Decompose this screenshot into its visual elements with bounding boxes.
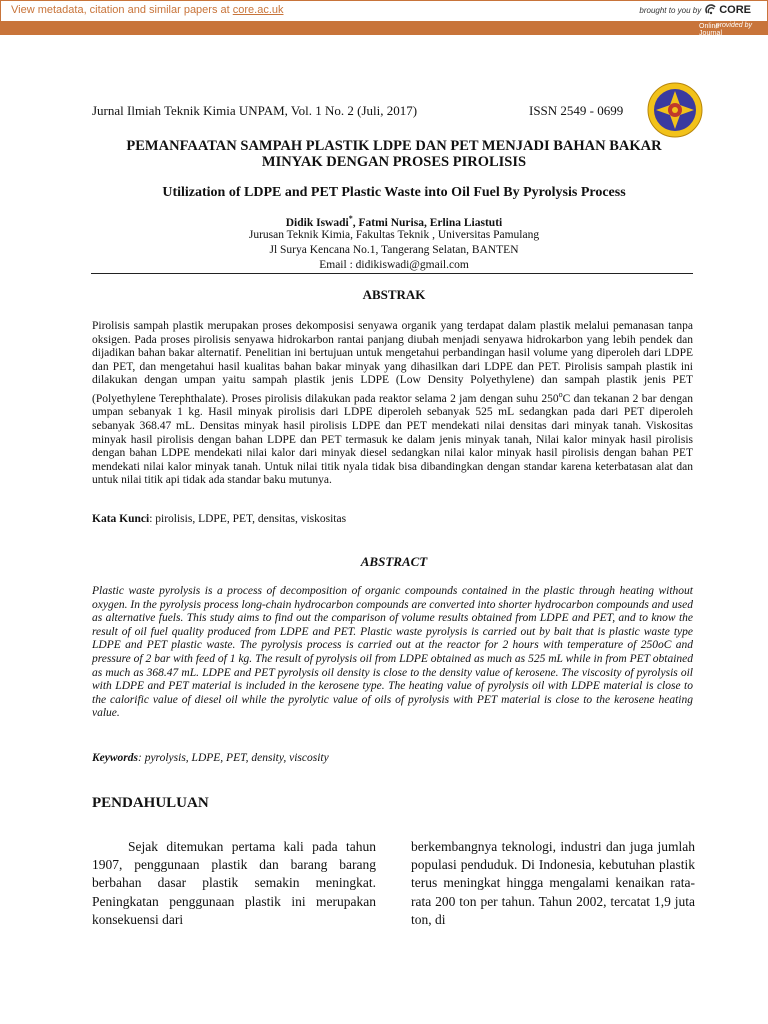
pendahuluan-col-right: berkembangnya teknologi, industri dan juga jumlah populasi penduduk. Di Indonesia, kebutuhan plastik terus meningkat hingga mengalami kenaikan rata-rata 200 ton per tahun. Tahun 2002, tercatat 1,9 juta ton, di [411, 839, 695, 927]
kata-kunci [92, 513, 346, 525]
title-divider [91, 273, 693, 274]
abstract-heading: ABSTRACT [360, 554, 428, 569]
core-logo-text: CORE [719, 4, 751, 16]
pendahuluan-heading: PENDAHULUAN [92, 795, 209, 811]
keywords [92, 752, 329, 764]
kata-kunci-label: Kata Kunci [92, 513, 150, 525]
affiliation-email: Email : didikiswadi@gmail.com [319, 259, 469, 271]
keywords-text: : pyrolysis, LDPE, PET, density, viscosity [138, 752, 329, 764]
paper-subtitle: Utilization of LDPE and PET Plastic Waste into Oil Fuel By Pyrolysis Process [162, 185, 626, 200]
author-footnote-mark: * [348, 214, 353, 223]
brought-by-text: brought to you by [639, 5, 702, 15]
paper-title [80, 138, 708, 170]
issn: ISSN 2549 - 0699 [529, 103, 624, 118]
paper-title-line2: MINYAK DENGAN PROSES PIROLISIS [261, 154, 527, 170]
abstract-body: Plastic waste pyrolysis is a process of decomposition of organic compounds contained in the plastic through heating without oxygen. In the pyrolysis process long-chain hydrocarbon compounds are converted into shorter hydrocarbon compounds and used as alternative fuels. This study aims to find out the comparison of volume results obtained from LDPE and PET, and to know the result of oil fuel quality produced from LDPE and PET. Plastic waste pyrolysis is carried out by bait that is plastic waste type LDPE and PET plastic waste. The pyrolysis process is carried out at the reactor for 2 hours with temperature of 250oC and pressure of 2 bar with feed of 1 kg. The result of pyrolysis oil from LDPE obtained as much as 525 mL while in from PET obtained as much as 368.47 mL. LDPE and PET pyrolysis oil density is close to the density value of kerosene. The viscosity of pyrolysis oil with LDPE and PET material is included in the kerosene type. The heating value of pyrolysis oil with LDPE material is close to the calorific value of diesel oil while the pyrolytic value of oils of pyrolysis with PET material is close to the kerosene heating value. [92, 585, 693, 720]
core-logo[interactable] [705, 4, 751, 16]
pendahuluan-col-left: Sejak ditemukan pertama kali pada tahun 1907, penggunaan plastik dan barang barang berbahan dasar plastik semakin meningkat. Peningkatan penggunaan plastik ini merupakan konsekuensi dari [92, 839, 376, 927]
affiliation-dept: Jurusan Teknik Kimia, Fakultas Teknik , Universitas Pamulang [248, 229, 540, 241]
core-banner [0, 0, 768, 21]
core-brought-by [639, 4, 751, 16]
first-author: Didik Iswadi [285, 216, 349, 229]
abstrak-body: Pirolisis sampah plastik merupakan proses dekomposisi senyawa organik yang terdapat dalam plastik melalui pemanasan tanpa oksigen. Pada proses pirolisis senyawa hidrokarbon rantai panjang diubah menjadi senyawa hidrokarbon yang lebih pendek dan dijadikan bahan bakar alternatif. Penelitian ini bertujuan untuk mengetahui perbandingan hasil volume yang diperoleh dari LDPE dan PET, dan mengetahui hasil kualitas bahan bakar minyak yang dihasilkan dari LDPE dan PET. Pirolisis sampah plastik ini dilakukan dengan umpan yaitu sampah plastik jenis LDPE (Low Density Polyethylene) dan sampah plastik jenis PET (Polyethylene Terephthalate). Proses pirolisis dilakukan pada reaktor selama 2 jam dengan suhu 250$^o$C dan tekanan 2 bar dengan umpan sebanyak 1 kg. Hasil minyak pirolisis dari LDPE diperoleh sebanyak 525 mL sedangkan pada dari PET diperoleh sebanyak 368.47 mL. Densitas minyak hasil pirolisis LDPE dan PET mendekati nilai densitas dari minyak tanah. Viskositas minyak hasil pirolisis dengan bahan LDPE dan PET termasuk ke dalam jenis minyak tanah, Nilai kalor minyak hasil pirolisis dengan bahan LDPE mendekati nilai kalor dari minyak diesel sedangkan nilai kalor minyak hasil pirolisis dengan bahan PET mendekati nilai kalor minyak tanah. Untuk nilai titik nyala tidak bisa dibandingkan dengan standar karena keterbatasan alat dan untuk nilai titik api tidak ada standar baku mutunya. [92, 320, 693, 487]
paper-title-line1: PEMANFAATAN SAMPAH PLASTIK LDPE DAN PET MENJADI BAHAN BAKAR [126, 138, 662, 154]
kata-kunci-text: : pirolisis, LDPE, PET, densitas, viskositas [149, 513, 347, 525]
provided-by-text: provided by Online Journal Systems UNPAM (Universitas Pamulang) [699, 22, 752, 65]
core-metadata-text [11, 4, 284, 16]
other-authors: , Fatmi Nurisa, Erlina Liastuti [352, 216, 503, 229]
core-metadata-prefix: View metadata, citation and similar papers at [11, 4, 233, 16]
abstrak-heading: ABSTRAK [362, 287, 426, 302]
core-link[interactable]: core.ac.uk [232, 4, 284, 16]
keywords-label: Keywords [92, 752, 138, 764]
core-provided-strip [0, 21, 768, 65]
journal-info: Jurnal Ilmiah Teknik Kimia UNPAM, Vol. 1 No. 2 (Juli, 2017) [92, 103, 418, 118]
core-logo-icon [705, 4, 717, 16]
authors [80, 214, 708, 229]
affiliation-address: Jl Surya Kencana No.1, Tangerang Selatan, BANTEN [269, 244, 519, 256]
university-seal-icon [647, 82, 703, 138]
